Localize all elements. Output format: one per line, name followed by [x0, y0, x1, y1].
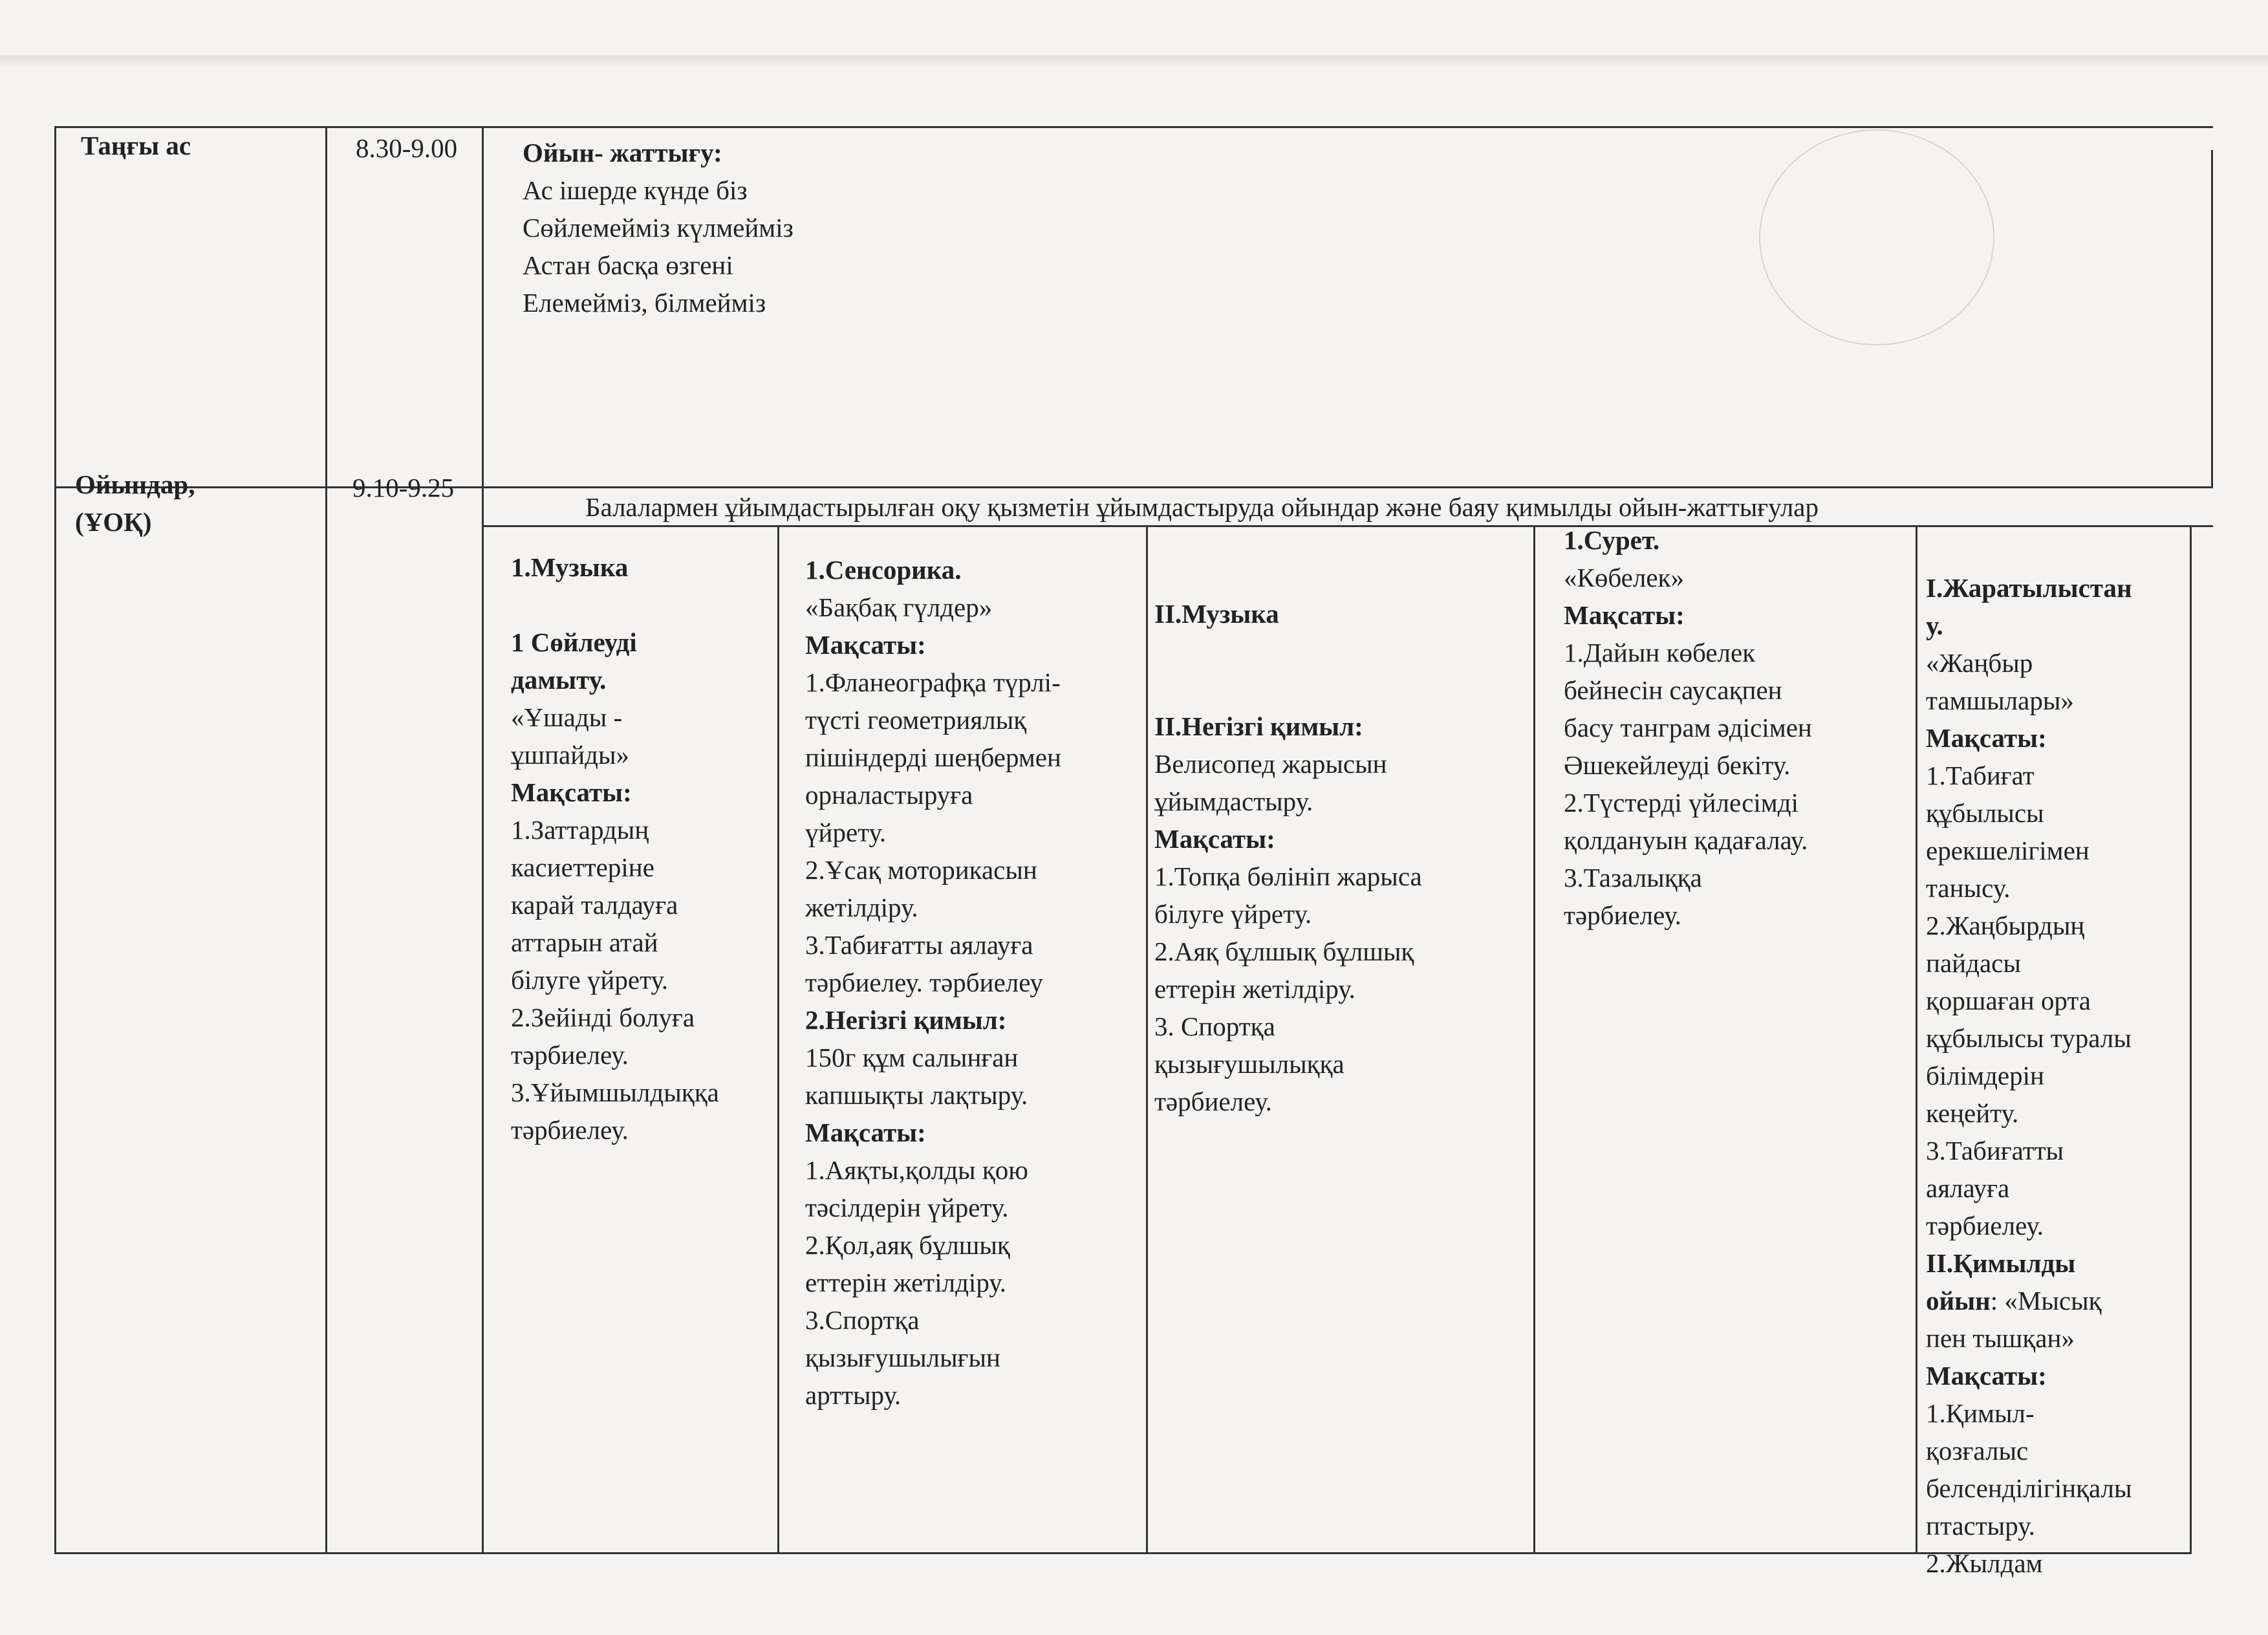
col1-subtitle: дамыту.	[511, 665, 607, 695]
row-label-games	[75, 466, 195, 541]
col3-goal: Мақсаты:	[1154, 824, 1275, 854]
col5-goal-line: 2.Жаңбырдың	[1926, 911, 2085, 940]
col2-goal-line: тәрбиелеу. тәрбиелеу	[805, 968, 1043, 997]
col3-text: ұйымдастыру.	[1154, 786, 1313, 816]
column-1	[511, 548, 719, 1149]
col2-goal-line: жетілдіру.	[805, 893, 918, 922]
col3-goal-line: еттерін жетілдіру.	[1154, 974, 1355, 1004]
col4-goal-line: 3.Тазалыққа	[1564, 863, 1702, 893]
col-divider-2	[1146, 525, 1148, 1554]
col2-goal-line: 2.Ұсақ моторикасын	[805, 855, 1037, 885]
col5-goal2: Мақсаты:	[1926, 1361, 2047, 1391]
row-time-breakfast: 8.30-9.00	[356, 133, 458, 163]
col5-goal2-line: қозғалыс	[1926, 1436, 2029, 1466]
col2-goal-line: 1.Фланеографқа түрлі-	[805, 667, 1061, 697]
col5-game-name: : «Мысық	[1990, 1286, 2102, 1316]
col5-goal-line: 3.Табиғатты	[1926, 1136, 2064, 1165]
col2-goal-line: пішіндерді шеңбермен	[805, 742, 1061, 772]
col5-goal2-line: 2.Жылдам	[1926, 1548, 2043, 1578]
col5-goal-line: тәрбиелеу.	[1926, 1211, 2044, 1240]
col1-goal-line: білуге үйрету.	[511, 965, 669, 995]
col5-goal-line: білімдерін	[1926, 1061, 2044, 1090]
col5-title: І.Жаратылыстан	[1926, 573, 2132, 603]
col2-goal2-line: қызығушылығын	[805, 1343, 1000, 1372]
col1-goal-line: касиеттеріне	[511, 852, 654, 882]
col4-goal-line: 1.Дайын көбелек	[1564, 638, 1756, 667]
col5-title: у.	[1926, 611, 1943, 640]
table-bottom-border	[54, 1552, 2192, 1554]
col1-goal-line: тәрбиелеу.	[511, 1040, 629, 1070]
column-3	[1154, 595, 1422, 1120]
col3-text: Велисопед жарысын	[1154, 749, 1387, 779]
col1-goal-line: карай талдауға	[511, 890, 678, 920]
breakfast-line: Астан басқа өзгені	[523, 250, 733, 280]
col2-sub-line: капшықты лақтыру.	[805, 1080, 1028, 1110]
col5-goal-line: ерекшелігімен	[1926, 836, 2090, 865]
table-top-border	[54, 126, 2213, 128]
col1-title: 1.Музыка	[511, 552, 629, 582]
col4-goal-line: тәрбиелеу.	[1564, 900, 1681, 930]
col2-goal2: Мақсаты:	[805, 1118, 926, 1147]
table-right-border-lower	[2190, 525, 2192, 1554]
col1-text: «Ұшады -	[511, 702, 623, 732]
col5-text: «Жаңбыр	[1926, 648, 2033, 678]
col1-goal-line: аттарын атай	[511, 927, 658, 957]
label-divider	[325, 126, 327, 1554]
row-label-games-line2: (ҰОҚ)	[75, 507, 152, 537]
games-header: Балалармен ұйымдастырылған оқу қызметін ұйымдастыруда ойындар және баяу қимылды ойын-жаттығулар	[585, 492, 1819, 522]
col1-goal-line: 2.Зейінді болуға	[511, 1002, 695, 1032]
col5-goal-line: 1.Табиғат	[1926, 761, 2035, 790]
col5-goal2-line: белсенділігінқалы	[1926, 1473, 2132, 1503]
col3-goal-line: 3. Спортқа	[1154, 1012, 1275, 1041]
col2-title: 1.Сенсорика.	[805, 555, 962, 585]
col5-goal-line: қоршаған орта	[1926, 986, 2091, 1015]
col-divider-3	[1533, 525, 1535, 1554]
column-2	[805, 551, 1061, 1414]
col-divider-4	[1916, 525, 1917, 1554]
col2-goal2-line: тәсілдерін үйрету.	[805, 1193, 1009, 1222]
col4-goal-line: бейнесін саусақпен	[1564, 675, 1782, 705]
time-divider	[482, 126, 484, 1554]
col4-goal-line: 2.Түстерді үйлесімді	[1564, 788, 1798, 817]
col5-goal2-line: птастыру.	[1926, 1511, 2035, 1541]
row-time-games: 9.10-9.25	[352, 473, 455, 503]
breakfast-content	[523, 134, 794, 321]
breakfast-line: Ас ішерде күнде біз	[523, 175, 748, 205]
col4-text: «Көбелек»	[1564, 563, 1684, 592]
col5-goal-line: кеңейту.	[1926, 1098, 2019, 1128]
col5-goal: Мақсаты:	[1926, 723, 2047, 753]
col5-goal-line: құбылысы туралы	[1926, 1023, 2132, 1053]
col1-goal: Мақсаты:	[511, 777, 632, 807]
row-label-games-line1: Ойындар,	[75, 470, 195, 499]
col3-goal-line: білуге үйрету.	[1154, 899, 1312, 929]
col5-goal-line: аялауға	[1926, 1173, 2010, 1203]
col4-goal-line: басу танграм әдісімен	[1564, 713, 1812, 742]
col2-subtitle: 2.Негізгі қимыл:	[805, 1005, 1007, 1035]
col2-goal2-line: 1.Аяқты,қолды қою	[805, 1155, 1028, 1185]
col1-goal-line: 1.Заттардың	[511, 815, 649, 845]
col3-title: ІІ.Музыка	[1154, 599, 1279, 629]
table-right-border	[2211, 150, 2213, 486]
col3-goal-line: 1.Топқа бөлініп жарыса	[1154, 861, 1422, 891]
col5-game-line	[1926, 1282, 2132, 1319]
col2-goal-line: орналастыруға	[805, 780, 973, 810]
col5-goal2-line: 1.Қимыл-	[1926, 1398, 2035, 1428]
col2-goal-line: үйрету.	[805, 817, 887, 847]
col5-game-title-2: ойын	[1926, 1286, 1991, 1316]
col3-goal-line: 2.Аяқ бұлшық бұлшық	[1154, 937, 1414, 966]
col5-text: тамшылары»	[1926, 686, 2074, 715]
col2-goal-line: түсті геометриялық	[805, 705, 1027, 735]
breakfast-title: Ойын- жаттығу:	[523, 138, 722, 168]
breakfast-line: Сөйлемейміз күлмейміз	[523, 213, 794, 243]
col-divider-1	[777, 525, 779, 1554]
col4-goal-line: Әшекейлеуді бекіту.	[1564, 750, 1791, 780]
col5-game-name-2: пен тышқан»	[1926, 1323, 2075, 1353]
breakfast-line: Елемейміз, білмейміз	[523, 288, 766, 318]
col2-sub-line: 150г құм салынған	[805, 1043, 1019, 1072]
col2-goal-line: 3.Табиғатты аялауға	[805, 930, 1033, 960]
col5-goal-line: құбылысы	[1926, 798, 2044, 828]
col5-goal-line: пайдасы	[1926, 948, 2021, 978]
col2-text: «Бақбақ гүлдер»	[805, 592, 993, 622]
col2-goal: Мақсаты:	[805, 630, 926, 660]
col2-goal2-line: 2.Қол,аяқ бұлшық	[805, 1230, 1010, 1260]
col1-subtitle: 1 Сөйлеуді	[511, 627, 637, 657]
col1-goal-line: тәрбиелеу.	[511, 1115, 629, 1145]
col1-text: ұшпайды»	[511, 740, 630, 770]
col5-game-title: ІІ.Қимылды	[1926, 1248, 2076, 1278]
column-4	[1564, 521, 1812, 934]
row-label-breakfast: Таңғы ас	[81, 131, 191, 160]
scan-edge	[0, 56, 2268, 67]
col4-title: 1.Сурет.	[1564, 525, 1660, 555]
col3-goal-line: тәрбиелеу.	[1154, 1087, 1272, 1116]
col1-goal-line: 3.Ұйымшылдыққа	[511, 1077, 719, 1107]
column-5	[1926, 569, 2132, 1582]
col4-goal-line: қолдануын қадағалау.	[1564, 825, 1808, 855]
col2-goal2-line: арттыру.	[805, 1380, 902, 1410]
col3-subtitle: ІІ.Негізгі қимыл:	[1154, 711, 1363, 741]
col2-goal2-line: еттерін жетілдіру.	[805, 1268, 1006, 1297]
col4-goal: Мақсаты:	[1564, 600, 1685, 630]
col2-goal2-line: 3.Спортқа	[805, 1305, 920, 1335]
faint-stamp	[1759, 129, 1994, 345]
col3-goal-line: қызығушылыққа	[1154, 1049, 1345, 1079]
table-left-border	[54, 126, 56, 1554]
col5-goal-line: танысу.	[1926, 873, 2011, 903]
